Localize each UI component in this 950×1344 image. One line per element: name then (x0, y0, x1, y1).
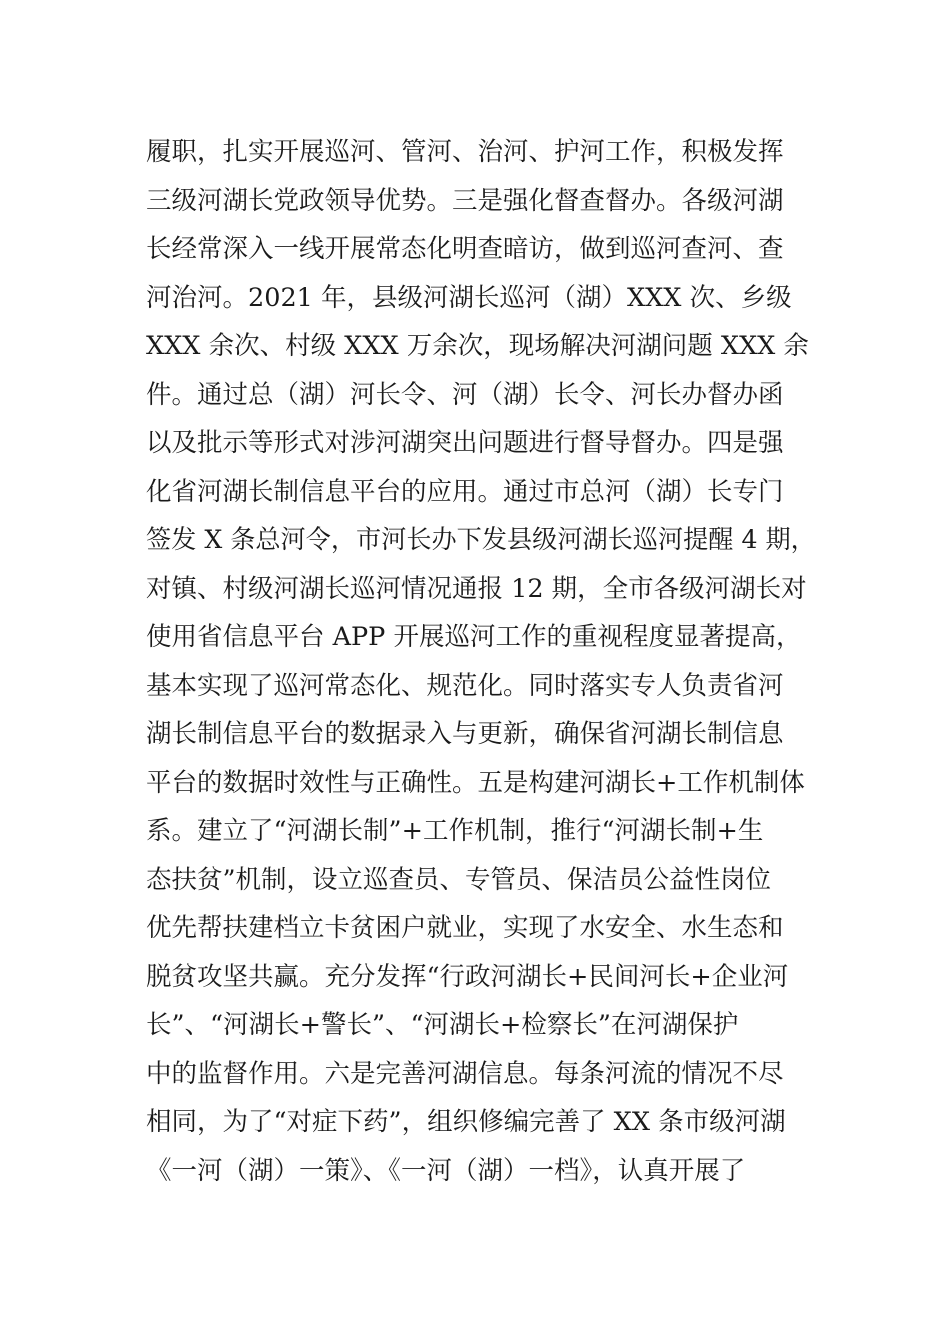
text-line: 长经常深入一线开展常态化明查暗访，做到巡河查河、查 (146, 234, 784, 264)
text-line: 系。建立了“河湖长制”+工作机制，推行“河湖长制+生 (146, 816, 764, 846)
text-line: 相同，为了“对症下药”，组织修编完善了 XX 条市级河湖 (146, 1107, 786, 1137)
body-text (146, 128, 816, 1195)
text-line: 脱贫攻坚共赢。充分发挥“行政河湖长+民间河长+企业河 (146, 961, 789, 992)
text-line: 平台的数据时效性与正确性。五是构建河湖长+工作机制体 (146, 767, 805, 798)
text-line: 签发 X 条总河令，市河长办下发县级河湖长巡河提醒 4 期， (146, 525, 816, 555)
text-line: 件。通过总（湖）河长令、河（湖）长令、河长办督办函 (146, 379, 784, 410)
text-line: 三级河湖长党政领导优势。三是强化督查督办。各级河湖 (146, 185, 784, 216)
text-line: 基本实现了巡河常态化、规范化。同时落实专人负责省河 (146, 670, 784, 701)
text-line: 湖长制信息平台的数据录入与更新，确保省河湖长制信息 (146, 719, 784, 749)
text-line: 河治河。2021 年，县级河湖长巡河（湖）XXX 次、乡级 (146, 282, 792, 313)
text-line: XXX 余次、村级 XXX 万余次，现场解决河湖问题 XXX 余 (146, 331, 809, 361)
text-line: 优先帮扶建档立卡贫困户就业，实现了水安全、水生态和 (146, 913, 784, 943)
text-line: 化省河湖长制信息平台的应用。通过市总河（湖）长专门 (146, 476, 784, 507)
text-line: 使用省信息平台 APP 开展巡河工作的重视程度显著提高， (146, 622, 802, 652)
text-line: 《一河（湖）一策》、《一河（湖）一档》，认真开展了 (146, 1155, 746, 1186)
text-line: 长”、“河湖长+警长”、“河湖长+检察长”在河湖保护 (146, 1010, 739, 1040)
text-line: 履职，扎实开展巡河、管河、治河、护河工作，积极发挥 (146, 137, 784, 167)
text-line: 以及批示等形式对涉河湖突出问题进行督导督办。四是强 (146, 428, 784, 458)
text-line: 对镇、村级河湖长巡河情况通报 12 期，全市各级河湖长对 (146, 573, 807, 604)
text-line: 中的监督作用。六是完善河湖信息。每条河流的情况不尽 (146, 1058, 784, 1089)
text-line: 态扶贫”机制，设立巡查员、专管员、保洁员公益性岗位 (146, 864, 772, 895)
